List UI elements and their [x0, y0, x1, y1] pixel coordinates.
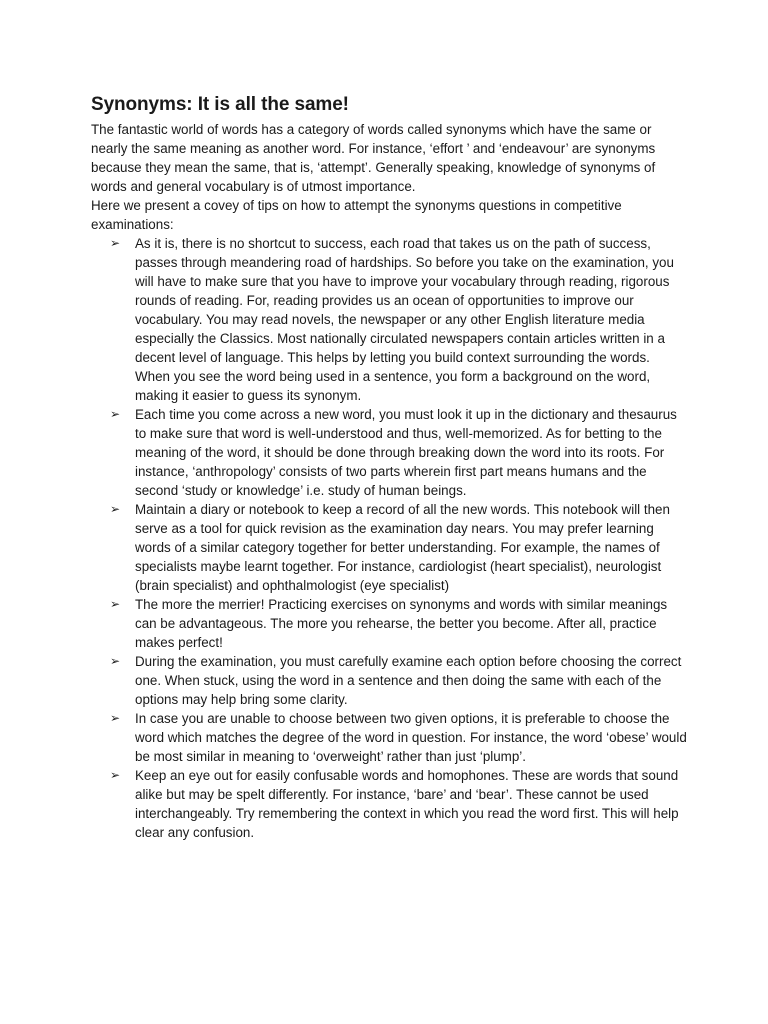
list-item — [110, 405, 688, 500]
arrowhead-bullet-icon: ➢ — [110, 768, 121, 782]
arrowhead-bullet-icon: ➢ — [110, 407, 121, 421]
lead-in-paragraph: Here we present a covey of tips on how to attempt the synonyms questions in competitive examinations: — [91, 198, 622, 232]
tip-text: Each time you come across a new word, you must look it up in the dictionary and thesaurus to make sure that word is well-understood and thus, well-memorized. As for betting to the meaning of the word, it should be done through breaking down the word into its roots. For instance, ‘anthropology’ consists of two parts wherein first part means humans and the second ‘study or knowledge’ i.e. study of human beings. — [135, 407, 677, 498]
tip-text: In case you are unable to choose between two given options, it is preferable to choose the word which matches the degree of the word in question. For instance, the word ‘obese’ would be most similar in meaning to ‘overweight’ rather than just ‘plump’. — [135, 711, 687, 764]
tip-text: Maintain a diary or notebook to keep a record of all the new words. This notebook will then serve as a tool for quick revision as the examination day nears. You may prefer learning words of a similar category together for better understanding. For example, the names of specialists maybe learnt together. For instance, cardiologist (heart specialist), neurologist (brain specialist) and ophthalmologist (eye specialist) — [135, 502, 670, 593]
list-item — [110, 234, 688, 405]
document-title: Synonyms: It is all the same! — [91, 94, 349, 115]
arrowhead-bullet-icon: ➢ — [110, 502, 121, 516]
tip-text: As it is, there is no shortcut to success, each road that takes us on the path of success, passes through meandering road of hardships. So before you take on the examination, you will have to make sure that you have to improve your vocabulary through reading, rigorous rounds of reading. For, reading provides us an ocean of opportunities to improve our vocabulary. You may read novels, the newspaper or any other English literature media especially the Classics. Most nationally circulated newspapers contain articles written in a decent level of language. This helps by letting you build context surrounding the words. When you see the word being used in a sentence, you form a background on the word, making it easier to guess its synonym. — [135, 236, 674, 403]
list-item — [110, 500, 688, 595]
arrowhead-bullet-icon: ➢ — [110, 236, 121, 250]
tips-list — [91, 234, 688, 842]
arrowhead-bullet-icon: ➢ — [110, 597, 121, 611]
list-item — [110, 709, 688, 766]
arrowhead-bullet-icon: ➢ — [110, 654, 121, 668]
arrowhead-bullet-icon: ➢ — [110, 711, 121, 725]
tip-text: The more the merrier! Practicing exercises on synonyms and words with similar meanings can be advantageous. The more you rehearse, the better you become. After all, practice makes perfect! — [135, 597, 668, 650]
list-item — [110, 652, 688, 709]
tip-text: During the examination, you must carefully examine each option before choosing the correct one. When stuck, using the word in a sentence and then doing the same with each of the options may help bring some clarity. — [135, 654, 682, 707]
list-item — [110, 766, 688, 842]
intro-paragraph: The fantastic world of words has a category of words called synonyms which have the same or nearly the same meaning as another word. For instance, ‘effort ’ and ‘endeavour’ are synonyms because they mean the same, that is, ‘attempt’. Generally speaking, knowledge of synonyms of words and general vocabulary is of utmost importance. — [91, 122, 656, 194]
list-item — [110, 595, 688, 652]
tip-text: Keep an eye out for easily confusable words and homophones. These are words that sound alike but may be spelt differently. For instance, ‘bare’ and ‘bear’. These cannot be used interchangeably. Try remembering the context in which you read the word first. This will help clear any confusion. — [135, 768, 679, 840]
